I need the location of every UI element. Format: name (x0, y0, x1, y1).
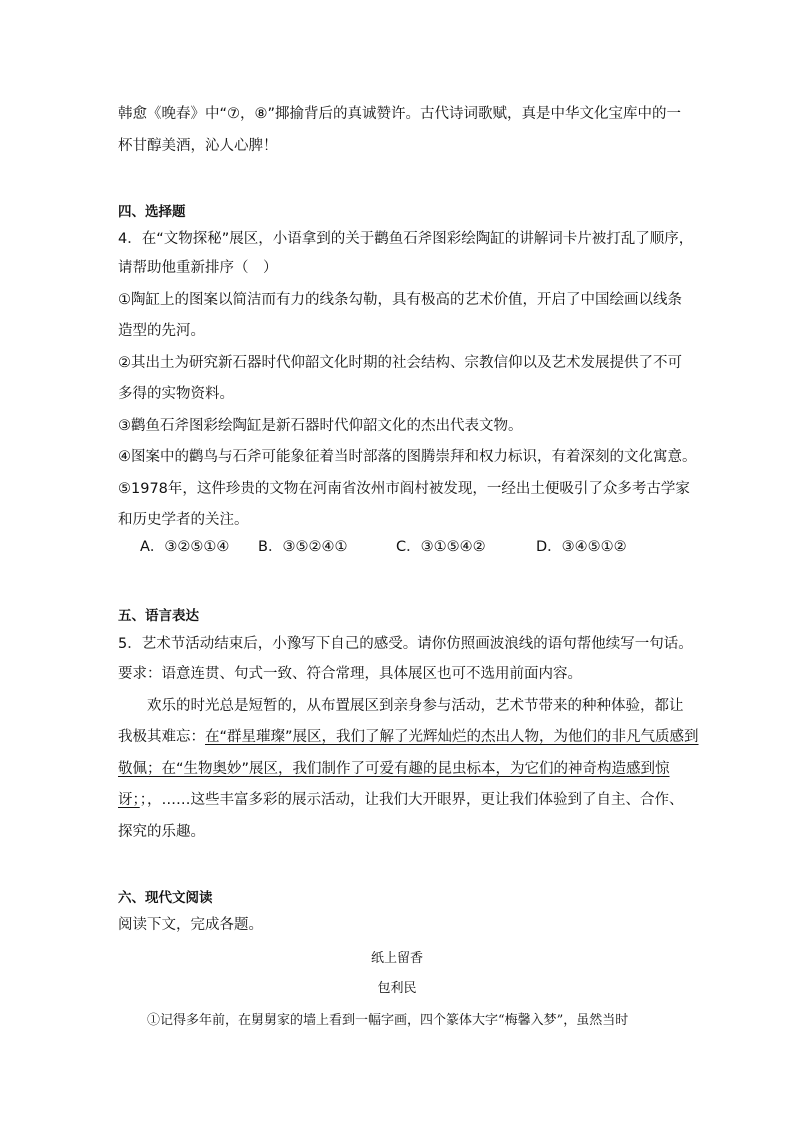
section-5-heading: 五、语言表达 (118, 608, 199, 624)
item-1-line-1: ①陶缸上的图案以简洁而有力的线条勾勒，具有极高的艺术价值，开启了中国绘画以线条 (118, 292, 682, 308)
passage-line-4-wavy: 讶； (118, 792, 140, 808)
passage-line-5: 探究的乐趣。 (118, 824, 205, 840)
passage-line-2-plain: 我极其难忘： (118, 729, 205, 745)
intro-line-1: 韩愈《晚春》中“⑦，⑧”揶揄背后的真诚赞许。古代诗词歌赋，真是中华文化宝库中的一 (118, 106, 682, 122)
item-5-line-2: 和历史学者的关注。 (118, 512, 249, 528)
article-paragraph-1: ①记得多年前，在舅舅家的墙上看到一幅字画，四个篆体大字“梅馨入梦”，虽然当时 (147, 1013, 629, 1028)
passage-line-4-plain: ；，……这些丰富多彩的展示活动，让我们大开眼界，更让我们体验到了自主、合作、 (139, 792, 684, 808)
section-6-heading: 六、现代文阅读 (118, 890, 213, 906)
item-2-line-2: 多得的实物资料。 (118, 386, 234, 402)
question-5-line-2: 要求：语意连贯、句式一致、符合常理，具体展区也可不选用前面内容。 (118, 666, 582, 682)
option-c: C．③①⑤④② (396, 539, 486, 555)
passage-line-3-wavy: 敬佩；在“生物奥妙”展区，我们制作了可爱有趣的昆虫标本，为它们的神奇构造感到惊 (118, 761, 670, 777)
option-a: A．③②⑤①④ (140, 539, 230, 555)
passage-line-2-wavy: 在“群星璀璨”展区，我们了解了光辉灿烂的杰出人物，为他们的非凡气质感到 (205, 729, 699, 745)
article-author: 包利民 (377, 981, 417, 996)
item-1-line-2: 造型的先河。 (118, 323, 205, 339)
item-2-line-1: ②其出土为研究新石器时代仰韶文化时期的社会结构、宗教信仰以及艺术发展提供了不可 (118, 355, 682, 371)
passage-line-1: 欢乐的时光总是短暂的，从布置展区到亲身参与活动，艺术节带来的种种体验，都让 (147, 698, 684, 714)
item-5-line-1: ⑤1978年，这件珍贵的文物在河南省汝州市阎村被发现，一经出土便吸引了众多考古学家 (118, 481, 690, 497)
intro-line-2: 杯甘醇美酒，沁人心脾！ (118, 138, 278, 154)
section-6-instruction: 阅读下文，完成各题。 (118, 917, 263, 933)
question-5-line-1: 5．艺术节活动结束后，小豫写下自己的感受。请你仿照画波浪线的语句帮他续写一句话。 (118, 636, 693, 652)
article-title: 纸上留香 (370, 951, 423, 966)
passage-line-2 (118, 727, 699, 747)
question-4-line-1: 4．在“文物探秘”展区，小语拿到的关于鹳鱼石斧图彩绘陶缸的讲解词卡片被打乱了顺序， (118, 231, 694, 247)
option-b: B．③⑤②④① (258, 539, 348, 555)
option-d: D．③④⑤①② (536, 539, 627, 555)
section-4-heading: 四、选择题 (118, 204, 186, 220)
item-3: ③鹳鱼石斧图彩绘陶缸是新石器时代仰韶文化的杰出代表文物。 (118, 418, 523, 434)
passage-line-3 (118, 759, 670, 779)
question-4-line-2: 请帮助他重新排序（ ） (118, 260, 278, 276)
item-4: ④图案中的鹳鸟与石斧可能象征着当时部落的图腾崇拜和权力标识，有着深刻的文化寓意。 (118, 449, 697, 465)
passage-line-4 (118, 790, 684, 810)
